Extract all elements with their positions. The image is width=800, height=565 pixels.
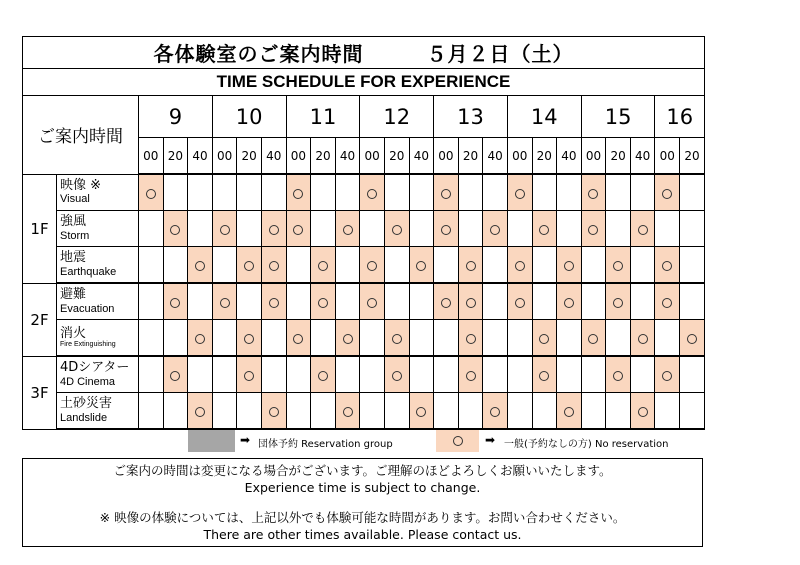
slot-available bbox=[532, 356, 557, 393]
minute-header: 00 bbox=[655, 138, 680, 175]
slot-available bbox=[360, 174, 385, 211]
circle-mark-icon bbox=[613, 298, 623, 308]
slot-empty bbox=[212, 393, 237, 430]
activity-label bbox=[57, 174, 139, 211]
minute-header: 40 bbox=[483, 138, 508, 175]
circle-mark-icon bbox=[318, 371, 328, 381]
minute-header: 00 bbox=[581, 138, 606, 175]
floor-label: 3F bbox=[23, 356, 57, 429]
slot-empty bbox=[139, 356, 164, 393]
activity-label bbox=[57, 356, 139, 393]
slot-empty bbox=[409, 320, 434, 357]
slot-empty bbox=[139, 393, 164, 430]
slot-empty bbox=[335, 356, 360, 393]
hour-header: 13 bbox=[434, 96, 508, 138]
circle-mark-icon bbox=[638, 225, 648, 235]
slot-available bbox=[163, 283, 188, 320]
legend-general-swatch bbox=[436, 430, 479, 452]
slot-available bbox=[655, 247, 680, 284]
slot-empty bbox=[286, 247, 311, 284]
slot-available bbox=[458, 247, 483, 284]
slot-empty bbox=[384, 174, 409, 211]
minute-header: 40 bbox=[630, 138, 655, 175]
circle-mark-icon bbox=[392, 225, 402, 235]
arrow-right-icon: ➡ bbox=[485, 433, 496, 447]
slot-available bbox=[188, 320, 213, 357]
minute-header: 20 bbox=[680, 138, 705, 175]
slot-empty bbox=[261, 320, 286, 357]
slot-available bbox=[409, 247, 434, 284]
slot-empty bbox=[581, 247, 606, 284]
circle-mark-icon bbox=[441, 298, 451, 308]
slot-empty bbox=[507, 393, 532, 430]
slot-available bbox=[557, 247, 582, 284]
circle-mark-icon bbox=[564, 407, 574, 417]
slot-empty bbox=[188, 211, 213, 247]
slot-available bbox=[483, 393, 508, 430]
activity-label bbox=[57, 320, 139, 357]
minute-header: 00 bbox=[139, 138, 164, 175]
slot-empty bbox=[630, 283, 655, 320]
circle-mark-icon bbox=[564, 298, 574, 308]
slot-available bbox=[458, 356, 483, 393]
circle-mark-icon bbox=[392, 371, 402, 381]
schedule-title-jp: 各体験室のご案内時間 ５月２日（土） bbox=[23, 37, 705, 69]
circle-mark-icon bbox=[170, 225, 180, 235]
slot-available bbox=[581, 211, 606, 247]
slot-empty bbox=[360, 393, 385, 430]
slot-empty bbox=[409, 211, 434, 247]
slot-empty bbox=[237, 211, 262, 247]
slot-empty bbox=[409, 174, 434, 211]
slot-empty bbox=[532, 174, 557, 211]
minute-header: 00 bbox=[286, 138, 311, 175]
circle-mark-icon bbox=[466, 298, 476, 308]
slot-empty bbox=[630, 356, 655, 393]
slot-available bbox=[335, 211, 360, 247]
slot-empty bbox=[188, 283, 213, 320]
slot-empty bbox=[557, 174, 582, 211]
slot-available bbox=[532, 320, 557, 357]
slot-available bbox=[311, 356, 336, 393]
slot-empty bbox=[557, 211, 582, 247]
minute-header: 20 bbox=[384, 138, 409, 175]
slot-empty bbox=[434, 247, 459, 284]
activity-name-jp: 強風 bbox=[60, 214, 87, 230]
slot-empty bbox=[680, 393, 705, 430]
slot-empty bbox=[458, 393, 483, 430]
activity-label bbox=[57, 283, 139, 320]
slot-available bbox=[188, 247, 213, 284]
slot-empty bbox=[483, 283, 508, 320]
hour-header: 10 bbox=[212, 96, 286, 138]
slot-empty bbox=[606, 211, 631, 247]
slot-empty bbox=[434, 320, 459, 357]
slot-empty bbox=[483, 174, 508, 211]
circle-mark-icon bbox=[662, 298, 672, 308]
slot-available bbox=[655, 283, 680, 320]
circle-mark-icon bbox=[588, 334, 598, 344]
slot-available bbox=[212, 211, 237, 247]
notice-box bbox=[22, 458, 703, 547]
slot-empty bbox=[237, 174, 262, 211]
activity-name-jp: 4Dシアター bbox=[60, 360, 130, 376]
circle-mark-icon bbox=[367, 261, 377, 271]
circle-mark-icon bbox=[441, 189, 451, 199]
slot-empty bbox=[409, 283, 434, 320]
slot-empty bbox=[680, 247, 705, 284]
slot-empty bbox=[532, 247, 557, 284]
circle-mark-icon bbox=[490, 225, 500, 235]
slot-available bbox=[606, 283, 631, 320]
notice-line-2: Experience time is subject to change. bbox=[244, 480, 481, 495]
slot-empty bbox=[483, 247, 508, 284]
hour-header: 15 bbox=[581, 96, 655, 138]
hour-header: 12 bbox=[360, 96, 434, 138]
circle-mark-icon bbox=[638, 407, 648, 417]
hour-header: 11 bbox=[286, 96, 360, 138]
slot-empty bbox=[606, 393, 631, 430]
slot-empty bbox=[680, 283, 705, 320]
slot-available bbox=[458, 320, 483, 357]
legend bbox=[188, 430, 708, 452]
slot-empty bbox=[237, 393, 262, 430]
slot-available bbox=[483, 211, 508, 247]
slot-available bbox=[286, 174, 311, 211]
slot-empty bbox=[163, 247, 188, 284]
slot-empty bbox=[261, 356, 286, 393]
slot-available bbox=[434, 283, 459, 320]
slot-available bbox=[409, 393, 434, 430]
slot-available bbox=[311, 283, 336, 320]
slot-empty bbox=[532, 393, 557, 430]
activity-label bbox=[57, 247, 139, 284]
minute-header: 20 bbox=[532, 138, 557, 175]
circle-mark-icon bbox=[293, 189, 303, 199]
slot-empty bbox=[483, 356, 508, 393]
slot-empty bbox=[139, 247, 164, 284]
activity-label bbox=[57, 393, 139, 430]
circle-mark-icon bbox=[539, 225, 549, 235]
slot-empty bbox=[581, 283, 606, 320]
legend-group-label: 団体予約 Reservation group bbox=[258, 439, 393, 450]
slot-available bbox=[630, 320, 655, 357]
circle-mark-icon bbox=[416, 407, 426, 417]
circle-mark-icon bbox=[441, 225, 451, 235]
circle-mark-icon bbox=[515, 298, 525, 308]
circle-mark-icon bbox=[466, 371, 476, 381]
slot-empty bbox=[311, 320, 336, 357]
slot-available bbox=[630, 211, 655, 247]
circle-mark-icon bbox=[318, 298, 328, 308]
circle-mark-icon bbox=[318, 261, 328, 271]
slot-available bbox=[384, 356, 409, 393]
minute-header: 00 bbox=[507, 138, 532, 175]
slot-available bbox=[335, 320, 360, 357]
hour-header: 16 bbox=[655, 96, 704, 138]
slot-empty bbox=[237, 283, 262, 320]
slot-available bbox=[458, 283, 483, 320]
slot-available bbox=[163, 211, 188, 247]
slot-empty bbox=[384, 393, 409, 430]
slot-available bbox=[384, 211, 409, 247]
slot-empty bbox=[680, 211, 705, 247]
activity-name-jp: 消火 bbox=[60, 325, 87, 341]
legend-general-label: 一般(予約なしの方) No reservation bbox=[504, 439, 669, 450]
activity-name-en: Storm bbox=[60, 229, 90, 242]
slot-empty bbox=[680, 356, 705, 393]
activity-name-en: Visual bbox=[60, 193, 90, 206]
slot-available bbox=[286, 320, 311, 357]
activity-name-jp: 地震 bbox=[60, 250, 87, 266]
slot-available bbox=[360, 247, 385, 284]
circle-mark-icon bbox=[269, 298, 279, 308]
circle-mark-icon bbox=[588, 225, 598, 235]
schedule-table bbox=[22, 36, 705, 430]
circle-mark-icon bbox=[466, 261, 476, 271]
circle-mark-icon bbox=[638, 334, 648, 344]
circle-mark-icon bbox=[453, 436, 463, 446]
slot-empty bbox=[212, 356, 237, 393]
slot-available bbox=[680, 320, 705, 357]
slot-available bbox=[434, 174, 459, 211]
circle-mark-icon bbox=[293, 334, 303, 344]
slot-empty bbox=[286, 283, 311, 320]
circle-mark-icon bbox=[343, 225, 353, 235]
slot-empty bbox=[139, 320, 164, 357]
slot-empty bbox=[532, 283, 557, 320]
slot-empty bbox=[286, 356, 311, 393]
circle-mark-icon bbox=[269, 225, 279, 235]
circle-mark-icon bbox=[416, 261, 426, 271]
minute-header: 40 bbox=[335, 138, 360, 175]
schedule-title-en: TIME SCHEDULE FOR EXPERIENCE bbox=[23, 69, 705, 96]
slot-empty bbox=[286, 393, 311, 430]
circle-mark-icon bbox=[220, 225, 230, 235]
slot-empty bbox=[557, 356, 582, 393]
slot-empty bbox=[655, 211, 680, 247]
slot-available bbox=[311, 247, 336, 284]
circle-mark-icon bbox=[613, 261, 623, 271]
minute-header: 40 bbox=[261, 138, 286, 175]
slot-empty bbox=[163, 174, 188, 211]
slot-empty bbox=[630, 174, 655, 211]
minute-header: 20 bbox=[606, 138, 631, 175]
slot-empty bbox=[212, 174, 237, 211]
minute-header: 20 bbox=[311, 138, 336, 175]
slot-empty bbox=[606, 174, 631, 211]
slot-available bbox=[532, 211, 557, 247]
slot-empty bbox=[163, 320, 188, 357]
notice-line-1: ご案内の時間は変更になる場合がございます。ご理解のほどよろしくお願いいたします。 bbox=[113, 463, 612, 478]
slot-empty bbox=[655, 393, 680, 430]
slot-empty bbox=[335, 174, 360, 211]
slot-empty bbox=[360, 356, 385, 393]
circle-mark-icon bbox=[244, 334, 254, 344]
minute-header: 00 bbox=[360, 138, 385, 175]
slot-available bbox=[237, 320, 262, 357]
slot-available bbox=[507, 174, 532, 211]
slot-empty bbox=[335, 283, 360, 320]
slot-empty bbox=[360, 211, 385, 247]
circle-mark-icon bbox=[146, 189, 156, 199]
circle-mark-icon bbox=[343, 334, 353, 344]
slot-available bbox=[261, 247, 286, 284]
circle-mark-icon bbox=[539, 371, 549, 381]
circle-mark-icon bbox=[515, 189, 525, 199]
slot-available bbox=[237, 247, 262, 284]
activity-name-jp: 土砂災害 bbox=[60, 396, 113, 412]
circle-mark-icon bbox=[195, 261, 205, 271]
slot-empty bbox=[188, 174, 213, 211]
slot-available bbox=[655, 174, 680, 211]
slot-empty bbox=[384, 247, 409, 284]
slot-empty bbox=[409, 356, 434, 393]
circle-mark-icon bbox=[269, 407, 279, 417]
activity-name-en: Fire Extinguishing bbox=[60, 340, 116, 348]
minute-header: 40 bbox=[188, 138, 213, 175]
slot-empty bbox=[458, 174, 483, 211]
circle-mark-icon bbox=[515, 261, 525, 271]
slot-empty bbox=[163, 393, 188, 430]
slot-available bbox=[581, 320, 606, 357]
slot-available bbox=[606, 356, 631, 393]
slot-available bbox=[606, 247, 631, 284]
slot-available bbox=[261, 393, 286, 430]
slot-available bbox=[507, 283, 532, 320]
circle-mark-icon bbox=[539, 334, 549, 344]
notice-line-4: There are other times available. Please contact us. bbox=[203, 527, 522, 542]
slot-available bbox=[139, 174, 164, 211]
minute-header: 20 bbox=[163, 138, 188, 175]
slot-empty bbox=[434, 356, 459, 393]
circle-mark-icon bbox=[343, 407, 353, 417]
slot-available bbox=[507, 247, 532, 284]
circle-mark-icon bbox=[466, 334, 476, 344]
slot-empty bbox=[458, 211, 483, 247]
slot-empty bbox=[188, 356, 213, 393]
circle-mark-icon bbox=[170, 298, 180, 308]
circle-mark-icon bbox=[293, 225, 303, 235]
slot-empty bbox=[507, 211, 532, 247]
slot-empty bbox=[261, 174, 286, 211]
slot-empty bbox=[557, 320, 582, 357]
minute-header: 00 bbox=[212, 138, 237, 175]
arrow-right-icon: ➡ bbox=[240, 433, 251, 447]
slot-empty bbox=[139, 283, 164, 320]
circle-mark-icon bbox=[687, 334, 697, 344]
slot-empty bbox=[311, 174, 336, 211]
notice-line-3: ※ 映像の体験については、上記以外でも体験可能な時間があります。お問い合わせください。 bbox=[99, 510, 626, 525]
slot-empty bbox=[483, 320, 508, 357]
slot-empty bbox=[581, 393, 606, 430]
slot-available bbox=[286, 211, 311, 247]
activity-name-en: Landslide bbox=[60, 411, 108, 424]
activity-name-jp: 映像 ※ bbox=[60, 178, 102, 194]
slot-available bbox=[335, 393, 360, 430]
circle-mark-icon bbox=[367, 189, 377, 199]
activity-name-jp: 避難 bbox=[60, 287, 87, 303]
minute-header: 20 bbox=[237, 138, 262, 175]
slot-available bbox=[360, 283, 385, 320]
activity-label bbox=[57, 211, 139, 247]
circle-mark-icon bbox=[588, 189, 598, 199]
circle-mark-icon bbox=[244, 261, 254, 271]
circle-mark-icon bbox=[367, 298, 377, 308]
slot-empty bbox=[606, 320, 631, 357]
slot-empty bbox=[311, 211, 336, 247]
slot-available bbox=[237, 356, 262, 393]
slot-empty bbox=[311, 393, 336, 430]
circle-mark-icon bbox=[490, 407, 500, 417]
slot-empty bbox=[335, 247, 360, 284]
slot-empty bbox=[212, 247, 237, 284]
circle-mark-icon bbox=[392, 334, 402, 344]
minute-header: 20 bbox=[458, 138, 483, 175]
slot-empty bbox=[507, 320, 532, 357]
slot-empty bbox=[507, 356, 532, 393]
floor-label: 1F bbox=[23, 174, 57, 283]
slot-available bbox=[557, 393, 582, 430]
circle-mark-icon bbox=[662, 189, 672, 199]
minute-header: 00 bbox=[434, 138, 459, 175]
circle-mark-icon bbox=[195, 407, 205, 417]
circle-mark-icon bbox=[244, 371, 254, 381]
hour-header: 14 bbox=[507, 96, 581, 138]
slot-empty bbox=[630, 247, 655, 284]
slot-empty bbox=[139, 211, 164, 247]
slot-available bbox=[163, 356, 188, 393]
activity-name-en: 4D Cinema bbox=[60, 375, 116, 388]
slot-empty bbox=[434, 393, 459, 430]
legend-group-swatch bbox=[188, 430, 235, 452]
floor-label: 2F bbox=[23, 283, 57, 356]
circle-mark-icon bbox=[195, 334, 205, 344]
slot-empty bbox=[680, 174, 705, 211]
slot-available bbox=[655, 356, 680, 393]
slot-available bbox=[261, 283, 286, 320]
circle-mark-icon bbox=[662, 261, 672, 271]
slot-empty bbox=[655, 320, 680, 357]
slot-empty bbox=[212, 320, 237, 357]
slot-empty bbox=[360, 320, 385, 357]
time-header-label: ご案内時間 bbox=[23, 96, 139, 175]
hour-header: 9 bbox=[139, 96, 213, 138]
slot-available bbox=[557, 283, 582, 320]
circle-mark-icon bbox=[613, 371, 623, 381]
circle-mark-icon bbox=[220, 298, 230, 308]
slot-available bbox=[261, 211, 286, 247]
slot-available bbox=[384, 320, 409, 357]
slot-available bbox=[212, 283, 237, 320]
slot-available bbox=[581, 174, 606, 211]
slot-available bbox=[630, 393, 655, 430]
circle-mark-icon bbox=[170, 371, 180, 381]
slot-available bbox=[434, 211, 459, 247]
slot-empty bbox=[581, 356, 606, 393]
circle-mark-icon bbox=[662, 371, 672, 381]
minute-header: 40 bbox=[557, 138, 582, 175]
activity-name-en: Earthquake bbox=[60, 265, 117, 278]
slot-available bbox=[188, 393, 213, 430]
activity-name-en: Evacuation bbox=[60, 302, 115, 315]
minute-header: 40 bbox=[409, 138, 434, 175]
circle-mark-icon bbox=[564, 261, 574, 271]
circle-mark-icon bbox=[269, 261, 279, 271]
slot-empty bbox=[384, 283, 409, 320]
